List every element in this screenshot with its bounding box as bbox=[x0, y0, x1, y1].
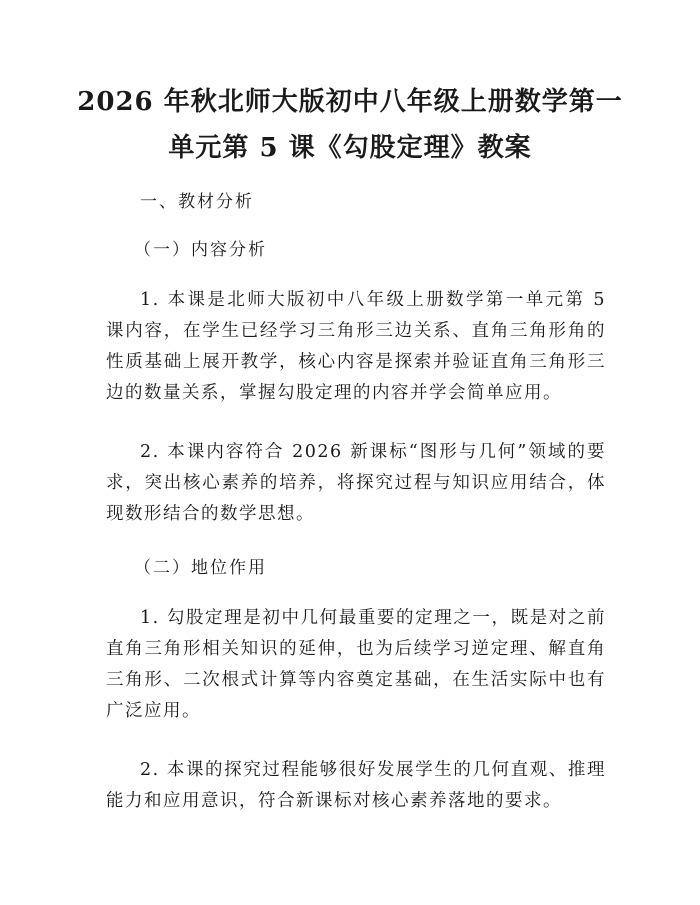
document-title-line-2: 单元第 5 课《勾股定理》教案 bbox=[168, 133, 532, 163]
document-title-line-1: 2026 年秋北师大版初中八年级上册数学第一 bbox=[77, 87, 623, 117]
section-heading-textbook-analysis: 一、教材分析 bbox=[140, 192, 254, 212]
subsection-heading-content-analysis: （一）内容分析 bbox=[134, 240, 267, 260]
paragraph-role-2: 2. 本课的探究过程能够很好发展学生的几何直观、推理能力和应用意识，符合新课标对核心素养落地的要求。 bbox=[106, 760, 606, 811]
paragraph-role-1: 1. 勾股定理是初中几何最重要的定理之一，既是对之前直角三角形相关知识的延伸，也为后续学习逆定理、解直角三角形、二次根式计算等内容奠定基础，在生活实际中也有广泛应用。 bbox=[106, 608, 606, 721]
paragraph-content-analysis-2: 2. 本课内容符合 2026 新课标“图形与几何”领域的要求，突出核心素养的培养，将探究过程与知识应用结合，体现数形结合的数学思想。 bbox=[106, 442, 606, 524]
paragraph-content-analysis-1: 1. 本课是北师大版初中八年级上册数学第一单元第 5 课内容，在学生已经学习三角形三边关系、直角三角形角的性质基础上展开教学，核心内容是探索并验证直角三角形三边的数量关系，掌握勾股定理的内容并学会简单应用。 bbox=[106, 290, 606, 403]
subsection-heading-role: （二）地位作用 bbox=[134, 558, 267, 578]
